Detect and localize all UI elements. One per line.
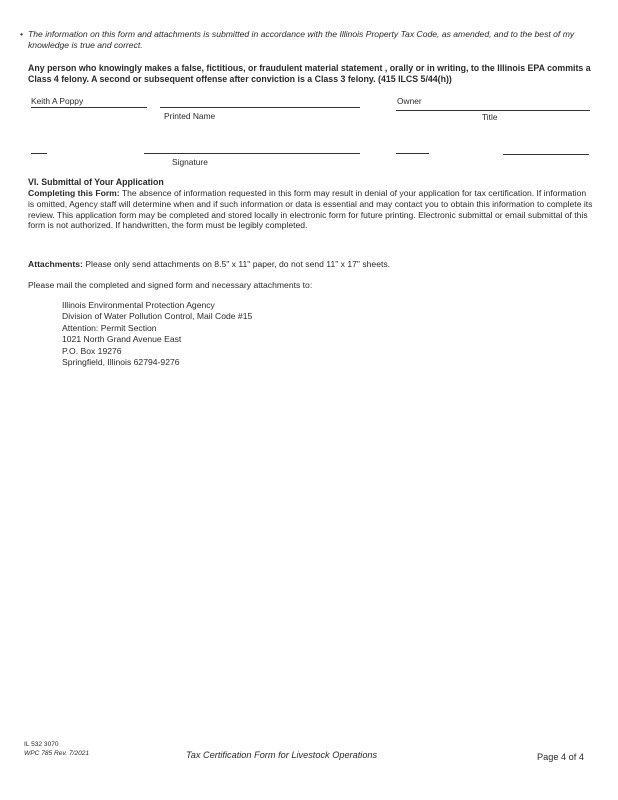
mail-instruction: Please mail the completed and signed form and necessary attachments to: xyxy=(28,280,313,290)
mailing-address xyxy=(62,300,462,368)
printed-name-line-left xyxy=(31,107,147,108)
title-label: Title xyxy=(482,112,498,122)
printed-name-value: Keith A Poppy xyxy=(31,96,84,106)
attachments-text: Please only send attachments on 8.5" x 11" paper, do not send 11" x 17" sheets. xyxy=(82,259,391,269)
title-line xyxy=(396,110,590,111)
address-line: Division of Water Pollution Control, Mail Code #15 xyxy=(62,311,253,322)
completing-label: Completing this Form: xyxy=(28,188,120,198)
certification-block xyxy=(20,29,595,51)
completing-paragraph xyxy=(28,188,593,231)
date-line-left xyxy=(31,153,47,154)
printed-name-line-right xyxy=(160,107,360,108)
title-value: Owner xyxy=(397,96,422,106)
attachments-paragraph xyxy=(28,259,593,270)
date-line-middle xyxy=(396,153,429,154)
bullet-marker: • xyxy=(20,29,24,39)
footer-form-revision: WPC 785 Rev. 7/2021 xyxy=(24,750,90,757)
signature-line xyxy=(144,153,360,154)
completing-text: The absence of information requested in this form may result in denial of your application for tax certification. If information is omitted, Agency staff will determine when and if such information or data is essential and may contact you to obtain this information to complete its review. This application form may be completed and stored locally in electronic form for future printing. Electronic submittal or email submittal of this form is not authorized. If handwritten, the form must be legibly completed. xyxy=(28,188,593,231)
address-line: P.O. Box 19276 xyxy=(62,345,122,356)
certification-statement: The information on this form and attachments is submitted in accordance with the Illinois Property Tax Code, as amended, and to the best of my knowledge is true and correct. xyxy=(28,29,575,50)
footer-page-number: Page 4 of 4 xyxy=(537,752,584,762)
felony-warning: Any person who knowingly makes a false, fictitious, or fraudulent material statement , orally or in writing, to the Illinois EPA commits a Class 4 felony. A second or subsequent offense after conviction is a Class 3 felony. (415 ILCS 5/44(h)) xyxy=(28,63,591,84)
section-heading: VI. Submittal of Your Application xyxy=(28,177,164,187)
printed-name-label: Printed Name xyxy=(164,111,216,121)
footer-form-title: Tax Certification Form for Livestock Operations xyxy=(186,750,378,760)
address-line: Springfield, Illinois 62794-9276 xyxy=(62,357,180,368)
date-line-right xyxy=(503,154,589,155)
address-line: 1021 North Grand Avenue East xyxy=(62,334,182,345)
footer-form-number: IL 532 3070 xyxy=(24,741,59,748)
signature-label: Signature xyxy=(172,157,208,167)
address-line: Illinois Environmental Protection Agency xyxy=(62,300,215,310)
address-line: Attention: Permit Section xyxy=(62,322,157,333)
attachments-label: Attachments: xyxy=(28,259,83,269)
